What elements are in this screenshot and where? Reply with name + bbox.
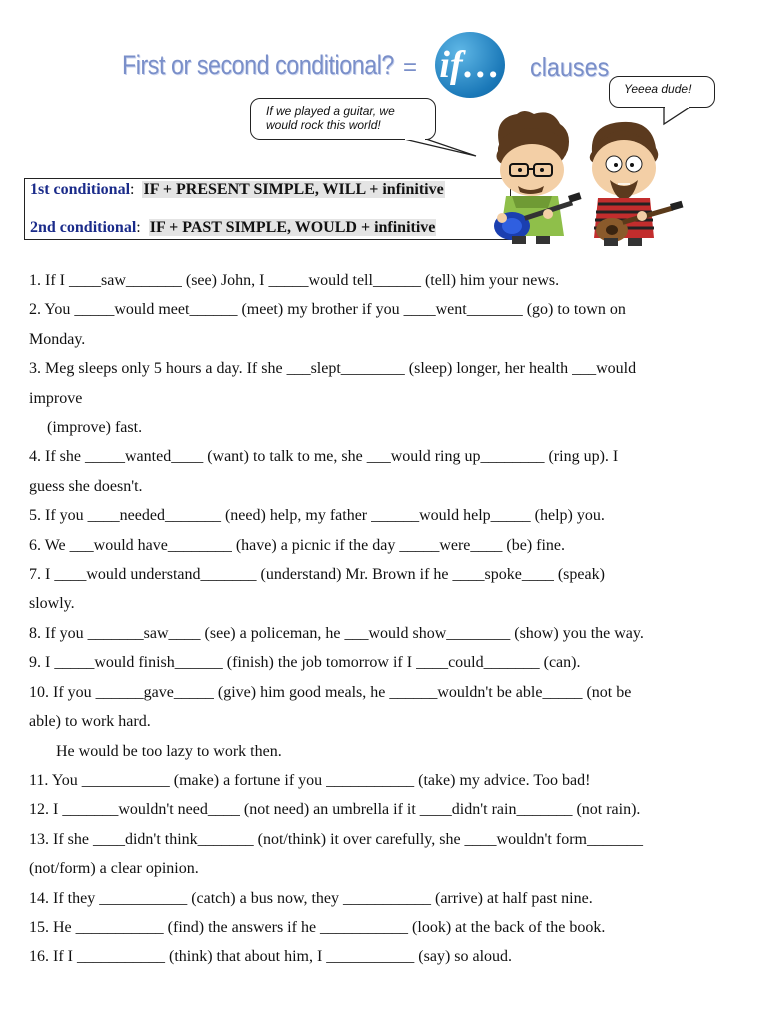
speech-bubble-right-text: Yeeea dude! [624, 82, 692, 96]
exercise-line: 14. If they ___________ (catch) a bus now, they ___________ (arrive) at half past nine. [29, 889, 593, 907]
speech-bubble-left-text: If we played a guitar, we would rock this world! [266, 104, 395, 132]
rule-2-formula: IF + PAST SIMPLE, WOULD + infinitive [149, 219, 436, 236]
exercise-list [29, 266, 739, 972]
rule-2-colon: : [136, 219, 141, 236]
exercise-line: able) to work hard. [29, 713, 151, 731]
exercise-line: 5. If you ____needed_______ (need) help, my father ______would help_____ (help) you. [29, 507, 605, 525]
exercise-line: 9. I _____would finish______ (finish) the job tomorrow if I ____could_______ (can). [29, 654, 581, 672]
exercise-line: 4. If she _____wanted____ (want) to talk to me, she ___would ring up________ (ring up). I [29, 448, 619, 466]
exercise-line: improve [29, 389, 83, 407]
rule-second-conditional [30, 219, 436, 237]
exercise-line: 8. If you _______saw____ (see) a policeman, he ___would show________ (show) you the way. [29, 624, 644, 642]
exercise-line: Monday. [29, 330, 86, 348]
rule-1-formula: IF + PRESENT SIMPLE, WILL + infinitive [143, 181, 444, 198]
guitarist-left-illustration [494, 111, 582, 244]
exercise-line: 15. He ___________ (find) the answers if he ___________ (look) at the back of the book. [29, 918, 606, 936]
rule-first-conditional [30, 181, 445, 199]
exercise-line: (improve) fast. [47, 419, 143, 437]
speech-bubble-left [250, 98, 436, 140]
exercise-line: 2. You _____would meet______ (meet) my brother if you ____went_______ (go) to town on [29, 301, 626, 319]
exercise-line: 11. You ___________ (make) a fortune if you ___________ (take) my advice. Too bad! [29, 771, 591, 789]
exercise-line: guess she doesn't. [29, 477, 143, 495]
if-badge-text: if… [439, 44, 501, 86]
worksheet-title: First or second conditional? [122, 50, 394, 80]
bubble-seam-left [405, 138, 425, 140]
exercise-line: 7. I ____would understand_______ (understand) Mr. Brown if he ____spoke____ (speak) [29, 566, 605, 584]
rule-1-label: 1st conditional [30, 181, 131, 198]
guitarist-right-illustration [590, 122, 684, 246]
guitarists-illustration [472, 108, 697, 250]
exercise-line: 3. Meg sleeps only 5 hours a day. If she ___slept________ (sleep) longer, her health ___would [29, 360, 637, 378]
rule-2-label: 2nd conditional [30, 219, 137, 236]
left-bubble-tail [404, 139, 476, 156]
exercise-line: (not/form) a clear opinion. [29, 860, 199, 878]
title-clauses: clauses [530, 52, 610, 82]
rule-1-colon: : [130, 181, 135, 198]
exercise-line: slowly. [29, 595, 75, 613]
exercise-line: He would be too lazy to work then. [56, 742, 282, 760]
exercise-line: 16. If I ___________ (think) that about him, I ___________ (say) so aloud. [29, 948, 513, 966]
rules-box [24, 178, 511, 240]
exercise-line: 10. If you ______gave_____ (give) him good meals, he ______wouldn't be able_____ (not be [29, 683, 632, 701]
exercise-line: 6. We ___would have________ (have) a picnic if the day _____were____ (be) fine. [29, 536, 566, 554]
exercise-line: 1. If I ____saw_______ (see) John, I _____would tell______ (tell) him your news. [29, 272, 560, 289]
exercise-line: 12. I _______wouldn't need____ (not need) an umbrella if it ____didn't rain_______ (not rain). [29, 801, 641, 819]
title-equals-sign: = [403, 54, 418, 81]
exercise-line: 13. If she ____didn't think_______ (not/think) it over carefully, she ____wouldn't form_______ [29, 830, 643, 848]
speech-bubble-right [609, 76, 715, 108]
